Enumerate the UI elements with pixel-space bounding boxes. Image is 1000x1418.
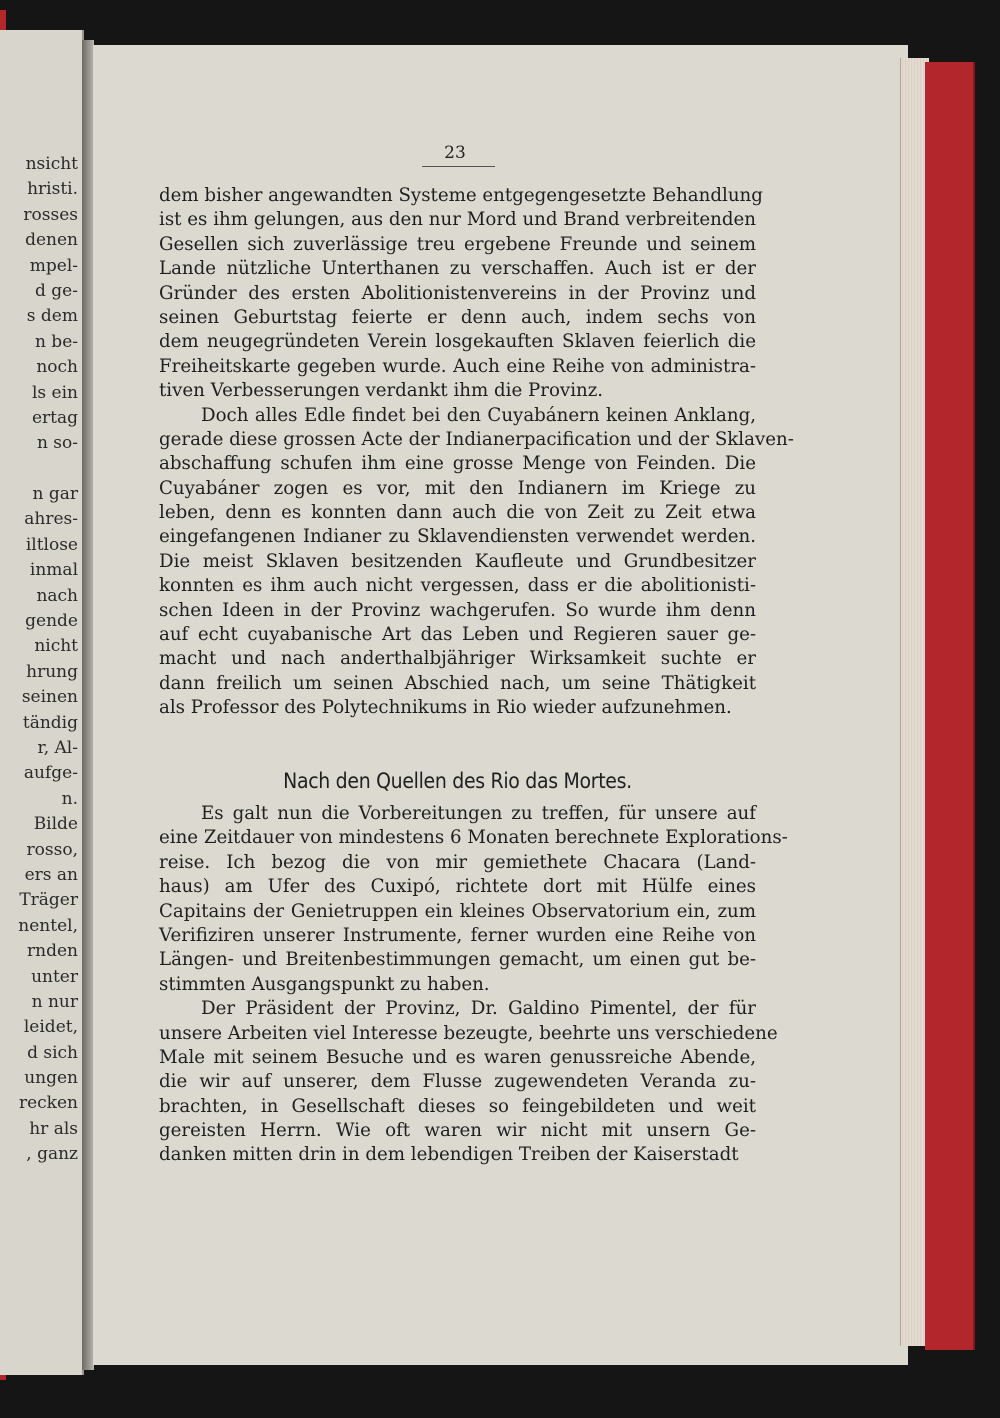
text-line: dann freilich um seinen Abschied nach, um seine Thätigkeit bbox=[159, 672, 756, 694]
text-line: schen Ideen in der Provinz wachgerufen. So wurde ihm denn bbox=[159, 599, 756, 621]
text-line: Verifiziren unserer Instrumente, ferner wurden eine Reihe von bbox=[159, 924, 756, 946]
left-page-fragment: s dem bbox=[26, 306, 78, 327]
text-line: ist es ihm gelungen, aus den nur Mord und Brand verbreitenden bbox=[159, 209, 756, 231]
left-page-fragment: tändig bbox=[22, 712, 78, 733]
text-line: Es galt nun die Vorbereitungen zu treffen, für unsere auf bbox=[201, 803, 756, 824]
page-number: 23 bbox=[444, 143, 466, 163]
left-page-fragment: ungen bbox=[24, 1068, 78, 1089]
text-line: Doch alles Edle findet bei den Cuyabánern keinen Anklang, bbox=[201, 404, 756, 426]
text-line: Lande nützliche Unterthanen zu verschaffen. Auch ist er der bbox=[159, 258, 756, 280]
text-line: stimmten Ausgangspunkt zu haben. bbox=[159, 973, 490, 995]
text-line: danken mitten drin in dem lebendigen Treiben der Kaiserstadt bbox=[159, 1144, 739, 1166]
text-line: seinen Geburtstag feierte er denn auch, indem sechs von bbox=[159, 306, 756, 328]
text-line: Freiheitskarte gegeben wurde. Auch eine Reihe von administra- bbox=[159, 355, 756, 377]
text-line: reise. Ich bezog die von mir gemiethete Chacara (Land- bbox=[159, 851, 756, 873]
left-page-fragment: nentel, bbox=[18, 915, 78, 936]
left-page-fragment: nsicht bbox=[25, 154, 78, 174]
text-line: gereisten Herrn. Wie oft waren wir nicht mit unsern Ge- bbox=[159, 1120, 756, 1142]
page-number-rule bbox=[422, 166, 495, 167]
paragraph-2 bbox=[159, 404, 794, 721]
text-line: als Professor des Polytechnikums in Rio wieder aufzunehmen. bbox=[159, 697, 732, 719]
left-page-fragment: hristi. bbox=[27, 179, 78, 200]
left-page-fragment: rosso, bbox=[26, 839, 78, 860]
left-page-fragment: nach bbox=[36, 585, 78, 606]
text-line: Die meist Sklaven besitzenden Kaufleute und Grundbesitzer bbox=[159, 550, 756, 572]
text-line: Male mit seinem Besuche und es waren genussreiche Abende, bbox=[159, 1046, 756, 1068]
right-book-cover bbox=[925, 62, 975, 1350]
text-line: gerade diese grossen Acte der Indianerpacification und der Sklaven- bbox=[159, 428, 794, 450]
left-page-fragment: rosses bbox=[23, 204, 78, 225]
left-page-fragment: ers an bbox=[24, 864, 78, 885]
text-line: die wir auf unserer, dem Flusse zugewendeten Veranda zu- bbox=[159, 1071, 756, 1093]
text-line: haus) am Ufer des Cuxipó, richtete dort mit Hülfe eines bbox=[159, 876, 756, 898]
text-line: unsere Arbeiten viel Interesse bezeugte, beehrte uns verschiedene bbox=[159, 1022, 778, 1044]
left-page-fragment: ertag bbox=[31, 407, 78, 428]
section-heading: Nach den Quellen des Rio das Mortes. bbox=[283, 769, 632, 793]
text-line: Gründer des ersten Abolitionistenvereins in der Provinz und bbox=[159, 282, 756, 304]
left-page-fragment: iltlose bbox=[25, 534, 78, 555]
left-page-fragment: Bilde bbox=[33, 814, 78, 835]
left-page-text-fragments bbox=[0, 152, 78, 1168]
left-page-fragment: unter bbox=[31, 966, 78, 987]
left-page-fragment: recken bbox=[18, 1093, 78, 1114]
left-page-fragment: hr als bbox=[29, 1118, 78, 1139]
text-line: dem bisher angewandten Systeme entgegengesetzte Behandlung bbox=[159, 185, 763, 206]
left-page-fragment: ls ein bbox=[31, 382, 78, 403]
left-page-fragment bbox=[0, 457, 78, 482]
left-page-fragment: nicht bbox=[34, 636, 78, 657]
text-line: Gesellen sich zuverlässige treu ergebene Freunde und seinem bbox=[159, 233, 756, 255]
left-page-fragment: n so- bbox=[36, 433, 78, 454]
text-line: leben, denn es konnten dann auch die von Zeit zu Zeit etwa bbox=[159, 502, 756, 524]
left-page-fragment: rnden bbox=[27, 941, 78, 962]
text-line: eingefangenen Indianer zu Sklavendiensten verwendet werden. bbox=[159, 526, 756, 548]
left-page-fragment: n. bbox=[61, 788, 78, 809]
text-line: macht und nach anderthalbjähriger Wirksamkeit suchte er bbox=[159, 648, 756, 670]
left-page-fragment: Träger bbox=[19, 890, 78, 911]
text-line: tiven Verbesserungen verdankt ihm die Provinz. bbox=[159, 380, 604, 402]
text-line: eine Zeitdauer von mindestens 6 Monaten berechnete Explorations- bbox=[159, 827, 788, 849]
left-page-fragment: n nur bbox=[31, 991, 78, 1012]
text-line: brachten, in Gesellschaft dieses so feingebildeten und weit bbox=[159, 1095, 756, 1117]
left-page-fragment: ahres- bbox=[24, 509, 78, 530]
text-line: Längen- und Breitenbestimmungen gemacht, um einen gut be- bbox=[159, 949, 756, 971]
left-page-fragment: mpel- bbox=[29, 255, 78, 276]
text-line: Cuyabáner zogen es vor, mit den Indianern im Kriege zu bbox=[159, 477, 756, 499]
text-line: konnten es ihm auch nicht vergessen, dass er die abolitionisti- bbox=[159, 575, 756, 597]
left-page-fragment: n gar bbox=[32, 484, 78, 505]
text-line: Capitains der Genietruppen ein kleines Observatorium ein, zum bbox=[159, 900, 756, 922]
left-page-fragment: denen bbox=[25, 230, 78, 251]
body-text-upper bbox=[159, 184, 794, 721]
left-page-fragment: n be- bbox=[34, 331, 78, 352]
text-line: auf echt cuyabanische Art das Leben und Regieren sauer ge- bbox=[159, 624, 756, 646]
left-page-fragment: noch bbox=[36, 357, 78, 378]
body-text-lower bbox=[159, 802, 788, 1168]
left-page-fragment: aufge- bbox=[23, 763, 78, 784]
left-page-fragment: d ge- bbox=[35, 280, 78, 301]
left-page-fragment: , ganz bbox=[26, 1144, 78, 1165]
left-page-fragment: inmal bbox=[29, 560, 78, 581]
left-page-fragment: leidet, bbox=[23, 1017, 78, 1038]
paragraph-1 bbox=[159, 184, 763, 404]
paragraph-4 bbox=[159, 997, 778, 1168]
left-page-fragment: gende bbox=[25, 611, 78, 632]
left-page-fragment: d sich bbox=[27, 1042, 78, 1063]
text-line: Der Präsident der Provinz, Dr. Galdino Pimentel, der für bbox=[201, 998, 756, 1020]
text-line: abschaffung schufen ihm eine grosse Menge von Feinden. Die bbox=[159, 453, 756, 475]
left-page-fragment: hrung bbox=[26, 661, 78, 682]
left-page-fragment: seinen bbox=[21, 687, 78, 708]
text-line: dem neugegründeten Verein losgekauften Sklaven feierlich die bbox=[159, 331, 756, 353]
left-page-fragment: r, Al- bbox=[37, 737, 78, 758]
paragraph-3 bbox=[159, 802, 788, 997]
